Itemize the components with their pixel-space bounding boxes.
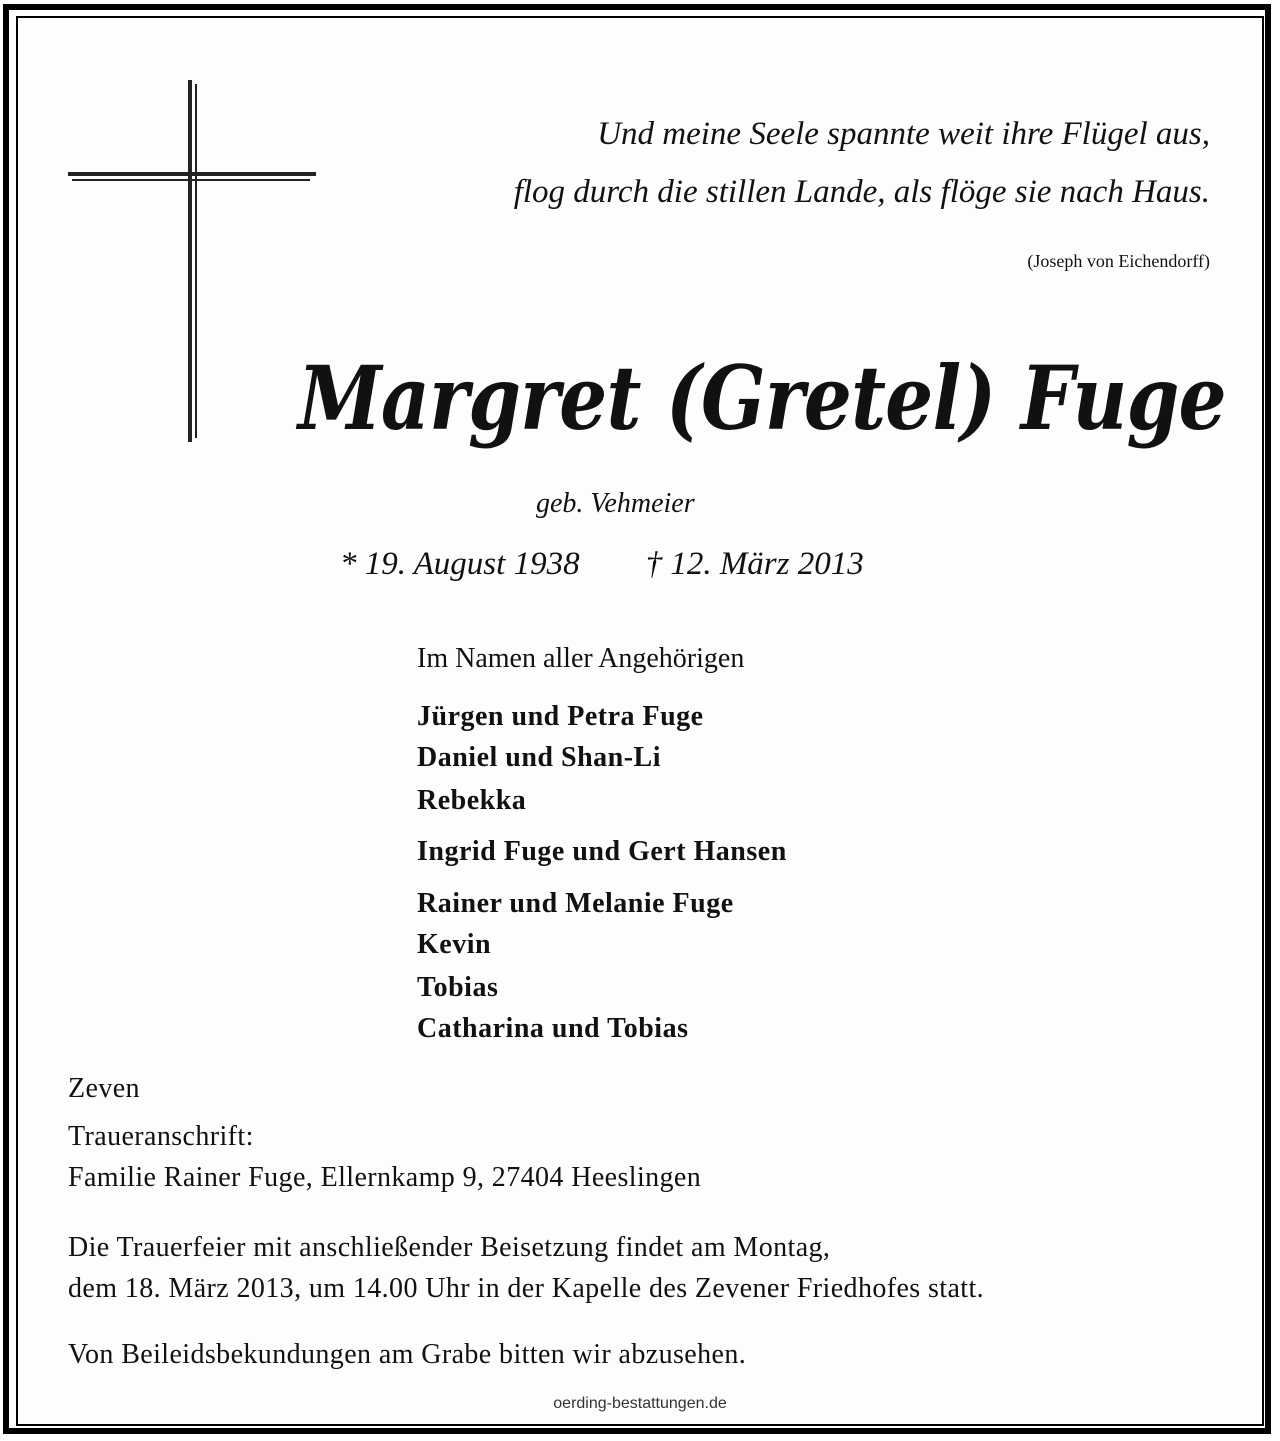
service-line-1: Die Trauerfeier mit anschließender Beisetzung findet am Montag, bbox=[68, 1232, 831, 1263]
mourner-name: Catharina und Tobias bbox=[417, 1013, 689, 1044]
quote-line-1: Und meine Seele spannte weit ihre Flügel aus, bbox=[597, 116, 1210, 152]
cross-icon bbox=[66, 78, 318, 446]
deceased-name: Margret (Gretel) Fuge bbox=[298, 346, 1226, 450]
address-value: Familie Rainer Fuge, Ellernkamp 9, 27404 Heeslingen bbox=[68, 1162, 702, 1193]
mourner-name: Kevin bbox=[417, 929, 492, 960]
condolence-note: Von Beileidsbekundungen am Grabe bitten wir abzusehen. bbox=[68, 1339, 747, 1370]
maiden-name: geb. Vehmeier bbox=[536, 488, 695, 519]
service-line-2: dem 18. März 2013, um 14.00 Uhr in der Kapelle des Zevener Friedhofes statt. bbox=[68, 1273, 985, 1304]
mourner-name: Tobias bbox=[417, 972, 499, 1003]
quote-line-2: flog durch die stillen Lande, als flöge sie nach Haus. bbox=[513, 174, 1210, 210]
mourners-intro: Im Namen aller Angehörigen bbox=[417, 643, 745, 674]
mourner-name: Rebekka bbox=[417, 785, 527, 816]
mourner-name: Rainer und Melanie Fuge bbox=[417, 888, 734, 919]
address-label: Traueranschrift: bbox=[68, 1121, 254, 1152]
life-dates: * 19. August 1938 † 12. März 2013 bbox=[340, 546, 864, 582]
location: Zeven bbox=[68, 1073, 140, 1104]
mourner-name: Ingrid Fuge und Gert Hansen bbox=[417, 836, 787, 867]
footer-website: oerding-bestattungen.de bbox=[553, 1395, 727, 1412]
mourner-name: Jürgen und Petra Fuge bbox=[417, 701, 704, 732]
quote-author: (Joseph von Eichendorff) bbox=[1027, 251, 1210, 271]
mourner-name: Daniel und Shan-Li bbox=[417, 742, 661, 773]
